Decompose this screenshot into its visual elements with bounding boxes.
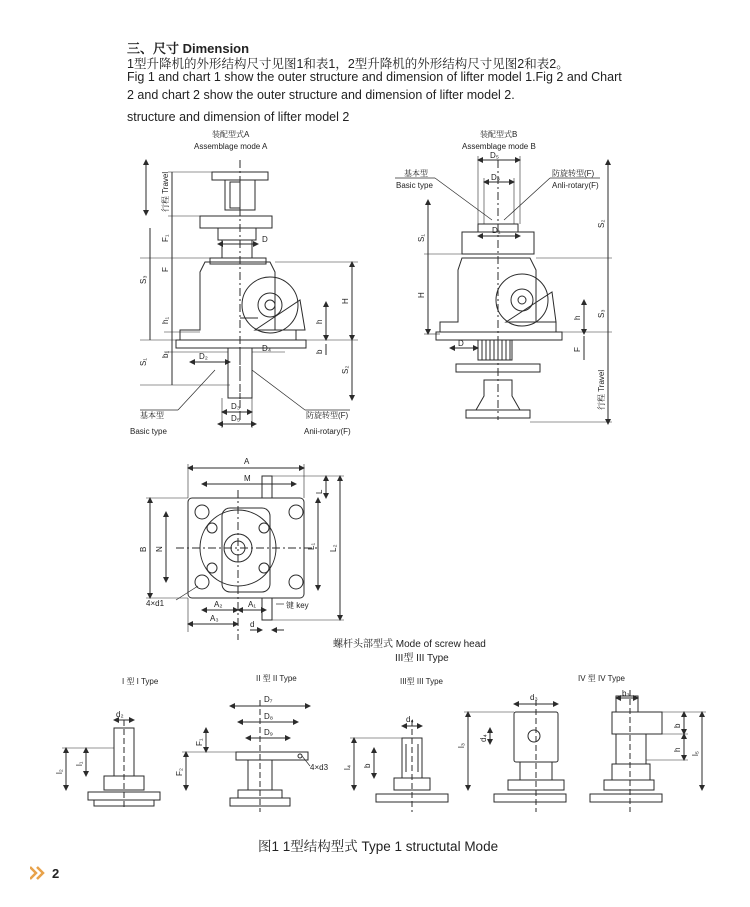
label-b-S2: S₂ bbox=[597, 219, 606, 228]
screw-head-title: 螺杆头部型式 Mode of screw head bbox=[333, 639, 486, 650]
label-plan-L: L bbox=[315, 489, 324, 494]
label-b-S3: S₃ bbox=[597, 309, 606, 318]
label-i-l1: l₁ bbox=[75, 761, 84, 766]
label-a-D3: D₃ bbox=[231, 402, 241, 411]
assembly-a-basic-cn: 基本型 bbox=[140, 411, 164, 420]
assembly-b-anti-cn: 防旋转型(F) bbox=[552, 169, 595, 178]
type-iv-drawing bbox=[590, 690, 706, 812]
label-ii-D9: D₉ bbox=[264, 728, 273, 737]
type-i-label: I 型 I Type bbox=[122, 677, 159, 686]
chinese-description: 1型升降机的外形结构尺寸见图1和表1，2型升降机的外形结构尺寸见图2和表2。 bbox=[127, 57, 569, 71]
label-b-D1: D₁ bbox=[492, 226, 501, 235]
label-a-D: D bbox=[262, 235, 268, 244]
label-iii-d3: d₃ bbox=[530, 693, 538, 702]
label-plan-d: d bbox=[250, 620, 255, 629]
label-iv-h: h bbox=[673, 747, 682, 752]
label-ii-D7: D₇ bbox=[264, 695, 273, 704]
label-iii-l4: l₄ bbox=[343, 764, 352, 770]
label-a-b1: b₁ bbox=[161, 350, 170, 358]
label-iii-b: b bbox=[363, 763, 372, 768]
label-plan-L2: L₂ bbox=[329, 544, 338, 552]
subheading-model-2: structure and dimension of lifter model 2 bbox=[127, 110, 350, 124]
label-ii-F2: F₂ bbox=[175, 768, 184, 776]
label-b-D5: D₅ bbox=[490, 151, 499, 160]
type-ii-drawing bbox=[182, 700, 310, 812]
label-plan-key: 键 key bbox=[286, 601, 309, 610]
assembly-b-title-en: Assemblage mode B bbox=[462, 142, 536, 151]
label-a-D5: D₅ bbox=[231, 414, 240, 423]
label-b-D3: D₃ bbox=[491, 173, 501, 182]
figure-caption: 图1 1型结构型式 Type 1 structutal Mode bbox=[258, 839, 499, 854]
type-iii-label: III型 III Type bbox=[400, 677, 443, 686]
assembly-b-basic-en: Basic type bbox=[396, 181, 433, 190]
label-ii-F1: F₁ bbox=[195, 738, 204, 746]
label-plan-B: B bbox=[139, 546, 148, 552]
assembly-a-title-en: Assemblage mode A bbox=[194, 142, 268, 151]
label-iii-d4: d₄ bbox=[406, 715, 414, 724]
label-a-b: b bbox=[315, 349, 324, 354]
label-iii-d4b: d₄ bbox=[479, 734, 488, 742]
type-iv-label: IV 型 IV Type bbox=[578, 674, 625, 683]
label-plan-holes: 4×d1 bbox=[146, 599, 165, 608]
chevron-right-icon bbox=[30, 866, 50, 880]
assembly-b-drawing bbox=[395, 156, 612, 424]
assembly-a-labels bbox=[130, 129, 351, 436]
label-i-l2: l₂ bbox=[55, 769, 64, 774]
label-a-S2: S₂ bbox=[341, 365, 350, 374]
label-ii-holes: 4×d3 bbox=[310, 763, 329, 772]
label-b-h: h bbox=[573, 315, 582, 320]
type-iii-drawing bbox=[350, 700, 566, 812]
label-iv-b: b bbox=[673, 723, 682, 728]
english-description-line-1: Fig 1 and chart 1 show the outer structure and dimension of lifter model 1.Fig 2 and Chart bbox=[127, 70, 622, 84]
label-plan-M: M bbox=[244, 474, 251, 483]
english-description-line-2: 2 and chart 2 show the outer structure and dimension of lifter model 2. bbox=[127, 88, 515, 102]
label-iv-l5: l₅ bbox=[691, 751, 700, 756]
label-plan-A1: A₁ bbox=[248, 600, 257, 609]
label-b-F: F bbox=[573, 347, 582, 352]
assembly-a-anti-cn: 防旋转型(F) bbox=[306, 411, 349, 420]
label-a-F1: F₁ bbox=[161, 234, 170, 242]
label-a-h1: h₁ bbox=[161, 316, 170, 324]
label-b-S1: S₁ bbox=[417, 233, 426, 242]
assembly-b-travel: 行程 Travel bbox=[597, 369, 606, 410]
assembly-b-basic-cn: 基本型 bbox=[404, 169, 428, 178]
page-number: 2 bbox=[52, 866, 60, 881]
label-a-S3: S₃ bbox=[139, 275, 148, 284]
assembly-a-title-cn: 装配型式A bbox=[212, 130, 250, 139]
label-a-D4: D₄ bbox=[262, 344, 272, 353]
assembly-a-drawing bbox=[140, 160, 358, 428]
label-b-H: H bbox=[417, 292, 426, 298]
assembly-b-title-cn: 装配型式B bbox=[480, 130, 518, 139]
label-plan-A: A bbox=[244, 457, 250, 466]
label-iii-l3: l₃ bbox=[457, 742, 466, 748]
type-ii-label: II 型 II Type bbox=[256, 674, 297, 683]
label-plan-A3: A₃ bbox=[210, 614, 219, 623]
label-a-h: h bbox=[315, 319, 324, 324]
assembly-b-anti-en: Anli-rotary(F) bbox=[552, 181, 599, 190]
assembly-a-travel: 行程 Travel bbox=[161, 171, 170, 212]
label-plan-N: N bbox=[155, 546, 164, 552]
label-plan-A2: A₂ bbox=[214, 600, 223, 609]
section-title: 三、尺寸 Dimension bbox=[127, 41, 250, 56]
assembly-a-anti-en: Anii-rotary(F) bbox=[304, 427, 351, 436]
label-plan-L1: L₁ bbox=[307, 542, 316, 550]
screw-head-subtitle: III型 III Type bbox=[395, 653, 449, 664]
label-ii-D8: D₈ bbox=[264, 712, 274, 721]
label-b-D: D bbox=[458, 339, 464, 348]
label-a-S1: S₁ bbox=[139, 357, 148, 366]
label-iv-b3: b₃ bbox=[622, 689, 630, 698]
label-a-F: F bbox=[161, 267, 170, 272]
label-a-D2: D₂ bbox=[199, 352, 208, 361]
label-i-d2: d₂ bbox=[116, 710, 124, 719]
assembly-a-basic-en: Basic type bbox=[130, 427, 167, 436]
label-a-H: H bbox=[341, 298, 350, 304]
